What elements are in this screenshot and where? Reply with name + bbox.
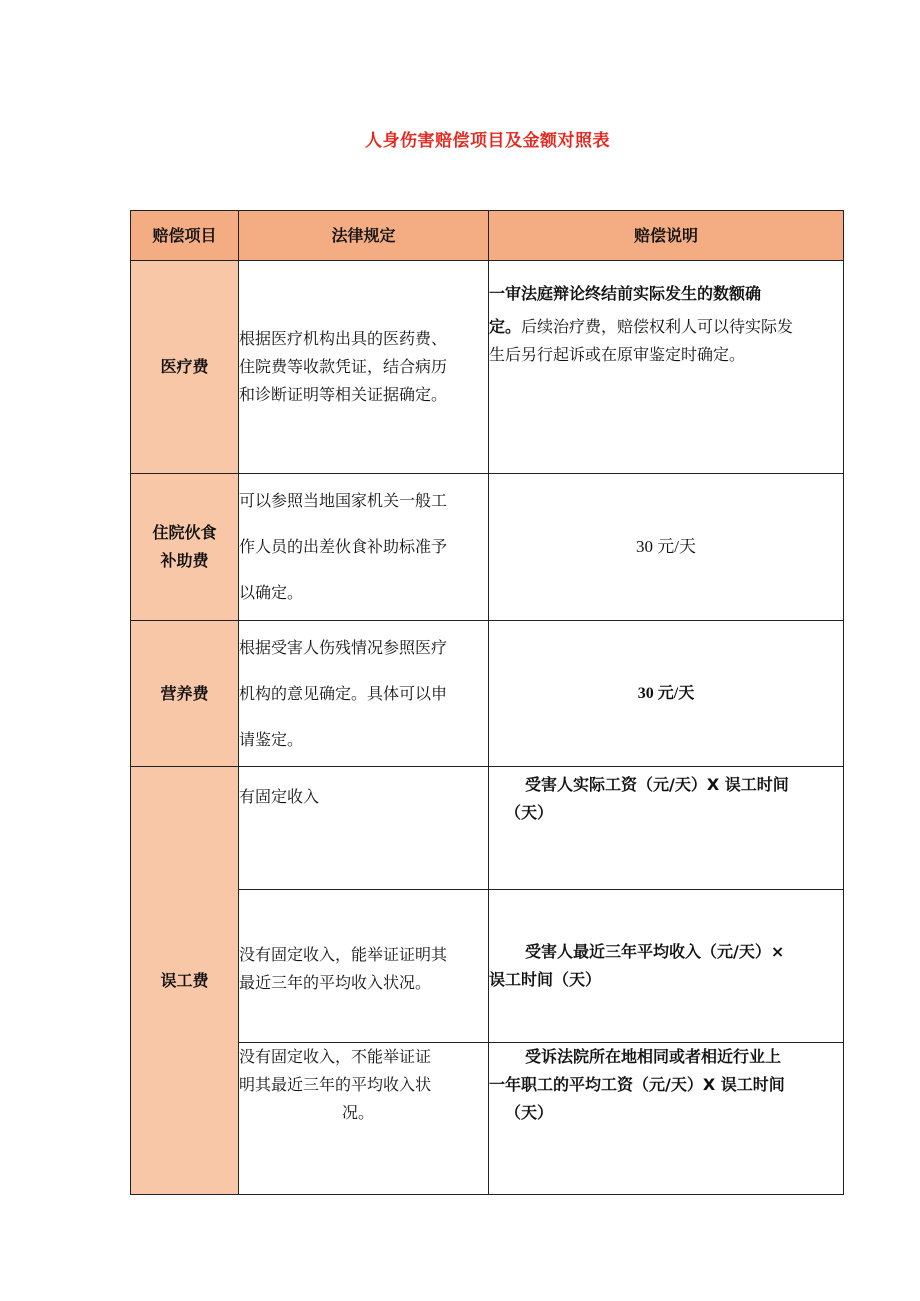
explain-nutrition: 30 元/天 bbox=[489, 621, 844, 767]
explain-line: （天） bbox=[505, 803, 554, 822]
table-row-meal bbox=[131, 474, 844, 621]
item-nutrition: 营养费 bbox=[131, 621, 239, 767]
compensation-table bbox=[130, 210, 844, 1195]
explain-medical bbox=[489, 261, 844, 474]
header-item: 赔偿项目 bbox=[131, 211, 239, 261]
law-line: 和诊断证明等相关证据确定。 bbox=[239, 385, 448, 404]
law-line: 可以参照当地国家机关一般工 bbox=[239, 491, 448, 510]
explain-lost-wages-no-avg bbox=[489, 1043, 844, 1195]
law-line: 根据受害人伤残情况参照医疗 bbox=[239, 637, 448, 657]
header-law: 法律规定 bbox=[239, 211, 489, 261]
explain-line: 受害人最近三年平均收入（元/天）× bbox=[525, 942, 785, 961]
law-line: 根据医疗机构出具的医药费、 bbox=[239, 329, 448, 348]
law-line: 明其最近三年的平均收入状 bbox=[239, 1075, 432, 1094]
explain-line: 一审法庭辩论终结前实际发生的数额确 bbox=[489, 284, 762, 303]
explain-line: （天） bbox=[505, 1103, 554, 1122]
explain-line: 受诉法院所在地相同或者相近行业上 bbox=[525, 1047, 782, 1066]
explain-lost-wages-fixed bbox=[489, 767, 844, 890]
table-row-nutrition bbox=[131, 621, 844, 767]
law-meal bbox=[239, 474, 489, 621]
table-header-row bbox=[131, 211, 844, 261]
law-line: 没有固定收入，不能举证证 bbox=[239, 1047, 432, 1066]
law-lost-wages-fixed: 有固定收入 bbox=[239, 767, 489, 890]
item-medical: 医疗费 bbox=[131, 261, 239, 474]
explain-meal: 30 元/天 bbox=[489, 474, 844, 621]
explain-lost-wages-avg bbox=[489, 890, 844, 1043]
page-title: 人身伤害赔偿项目及金额对照表 bbox=[365, 131, 610, 151]
explain-rest: 后续治疗费，赔偿权利人可以待实际发 bbox=[521, 317, 794, 336]
item-lost-wages: 误工费 bbox=[131, 767, 239, 1195]
explain-line: 受害人实际工资（元/天）X 误工时间 bbox=[525, 775, 789, 794]
explain-line: 一年职工的平均工资（元/天）X 误工时间 bbox=[489, 1075, 785, 1094]
law-line: 机构的意见确定。具体可以申 bbox=[239, 683, 448, 703]
table-row-lost-wages-fixed bbox=[131, 767, 844, 890]
law-line: 住院费等收款凭证，结合病历 bbox=[239, 357, 448, 376]
explain-line: 生后另行起诉或在原审鉴定时确定。 bbox=[489, 345, 746, 364]
explain-bold-tail: 定。 bbox=[489, 317, 522, 336]
law-lost-wages-no-avg bbox=[239, 1043, 489, 1195]
law-nutrition bbox=[239, 621, 489, 767]
law-line: 请鉴定。 bbox=[239, 729, 304, 749]
law-lost-wages-avg bbox=[239, 890, 489, 1043]
explain-line: 误工时间（天） bbox=[489, 970, 602, 989]
law-line: 以确定。 bbox=[239, 583, 304, 602]
law-line: 最近三年的平均收入状况。 bbox=[239, 973, 432, 992]
item-line: 住院伙食 bbox=[152, 523, 217, 542]
item-meal bbox=[131, 474, 239, 621]
table-row-medical bbox=[131, 261, 844, 474]
law-line: 没有固定收入，能举证证明其 bbox=[239, 945, 448, 964]
explain-line bbox=[489, 313, 843, 341]
law-line: 况。 bbox=[342, 1103, 375, 1122]
header-explain: 赔偿说明 bbox=[489, 211, 844, 261]
law-line: 作人员的出差伙食补助标准予 bbox=[239, 537, 448, 556]
law-medical bbox=[239, 261, 489, 474]
item-line: 补助费 bbox=[160, 551, 209, 570]
